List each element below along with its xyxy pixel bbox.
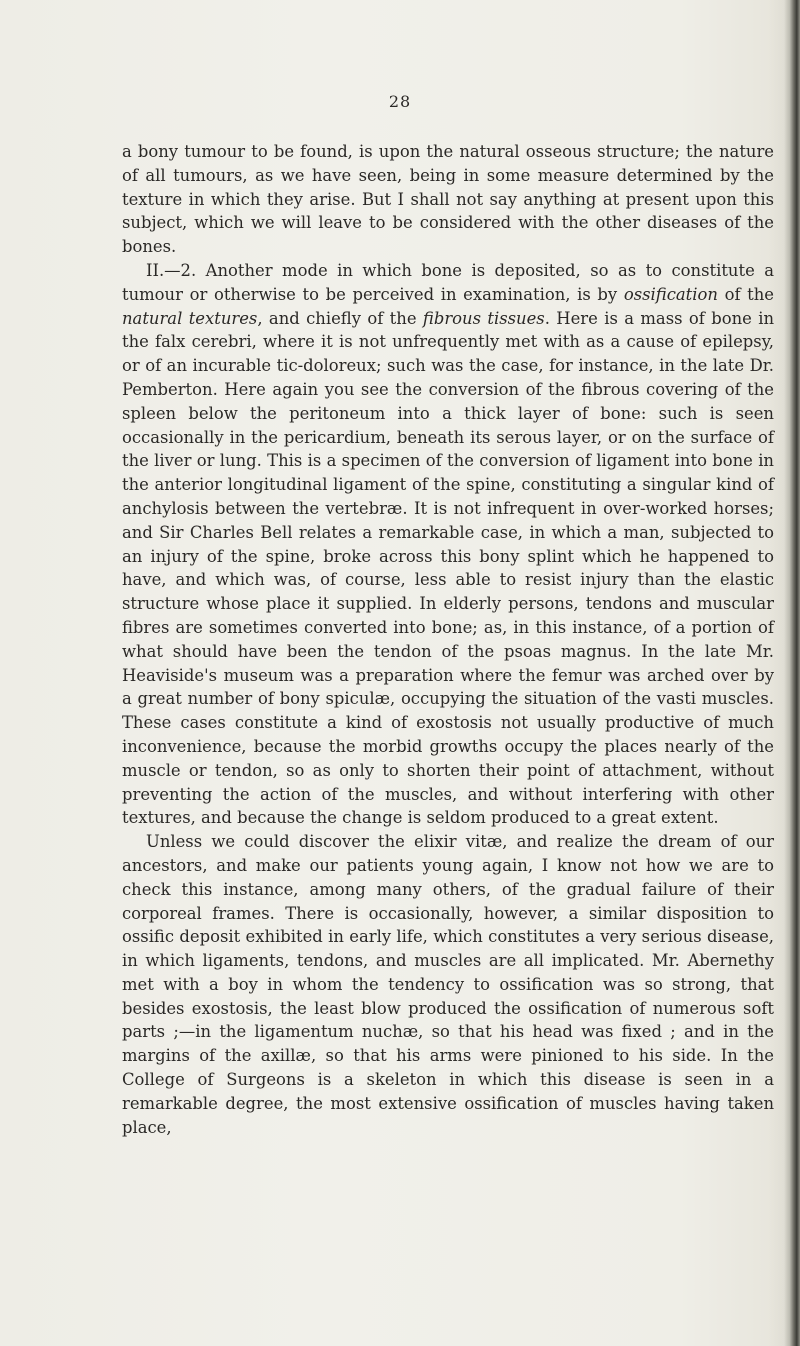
paragraph-2-text-d: . Here is a mass of bone in the falx cerebri, where it is not unfrequently met with as a cause of epilepsy, or of an incurable tic-doloreux; such was the case, for instance, in the late Dr. Pemberton. Here again you see the conversion of the fibrous covering of the spleen below the peritoneum into a thick layer of bone: such is seen occasionally in the pericardium, beneath its serous layer, or on the surface of the liver or lung. This is a specimen of the conversion of ligament into bone in the anterior longitudinal ligament of the spine, constituting a singular kind of anchylosis between the vertebræ. It is not infrequent in over-worked horses; and Sir Charles Bell relates a remarkable case, in which a man, subjected to an injury of the spine, broke across this bony splint which he happened to have, and which was, of course, less able to resist injury than the elastic structure whose place it supplied. In elderly persons, tendons and muscular fibres are sometimes converted into bone; as, in this instance, of a portion of what should have been the tendon of the psoas magnus. In the late Mr. Heaviside's museum was a preparation where the femur was arched over by a great number of bony spiculæ, occupying the situation of the vasti muscles. These cases constitute a kind of exostosis not usually productive of much inconvenience, because the morbid growths occupy the places nearly of the muscle or tendon, so as only to shorten their point of attachment, without preventing the action of the muscles, and without interfering with other textures, and because the change is seldom produced to a great extent. <box>122 308 775 828</box>
paragraph-2 <box>122 259 774 830</box>
paragraph-2-text-b: of the <box>717 284 775 304</box>
body-text <box>122 140 774 1139</box>
page-edge-shadow <box>784 0 800 1346</box>
paragraph-2-text-a: II.—2. Another mode in which bone is deposited, so as to constitute a tumour or otherwise to be perceived in examination, is by <box>122 260 774 304</box>
paragraph-3-text: Unless we could discover the elixir vitæ, and realize the dream of our ancestors, and make our patients young again, I know not how we are to check this instance, among many others, of the gradual failure of their corporeal frames. There is occasionally, however, a similar disposition to ossific deposit exhibited in early life, which constitutes a very serious disease, in which ligaments, tendons, and muscles are all implicated. Mr. Abernethy met with a boy in whom the tendency to ossification was so strong, that besides exostosis, the least blow produced the ossification of numerous soft parts ;—in the ligamentum nuchæ, so that his head was fixed ; and in the margins of the axillæ, so that his arms were pinioned to his side. In the College of Surgeons is a skeleton in which this disease is seen in a remarkable degree, the most extensive ossification of muscles having taken place, <box>122 832 774 1137</box>
paragraph-3 <box>122 830 774 1139</box>
term-fibrous-tissues: fibrous tissues <box>422 308 545 328</box>
term-ossification: ossification <box>623 284 718 304</box>
term-natural-textures: natural textures <box>122 308 258 328</box>
paragraph-1-text: a bony tumour to be found, is upon the natural osseous structure; the nature of all tumours, as we have seen, being in some measure determined by the texture in which they arise. But I shall not say anything at present upon this subject, which we will leave to be considered with the other diseases of the bones. <box>122 142 774 257</box>
paragraph-1 <box>122 140 774 259</box>
page-number: 28 <box>388 92 412 111</box>
paragraph-2-text-c: , and chiefly of the <box>257 308 423 328</box>
